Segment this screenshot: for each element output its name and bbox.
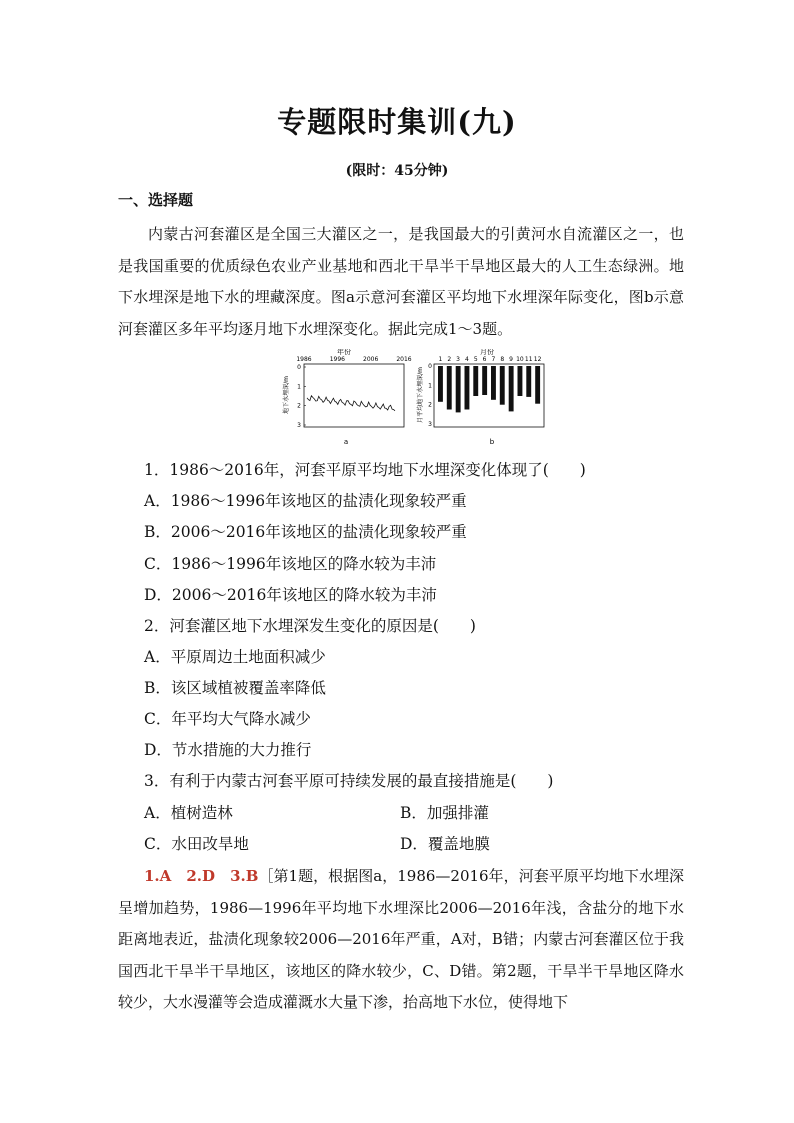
question-3-option-d: D．覆盖地膜	[400, 835, 490, 853]
answer-key: 1.A 2.D 3.B	[144, 867, 259, 885]
figure-b-bar	[438, 366, 443, 402]
question-2-option-a: A．平原周边土地面积减少	[144, 648, 326, 666]
figure-b-month-tick: 2	[447, 356, 452, 363]
figure-b-depth-tick: 0	[428, 363, 432, 370]
figure-b-bar	[526, 366, 531, 397]
figure-a-depth-tick: 2	[297, 402, 301, 410]
time-limit: (限时：45分钟)	[345, 163, 449, 179]
figure-b-month-tick: 7	[491, 356, 496, 363]
figure-a-year-tick: 2016	[396, 356, 412, 363]
figure-a-y-label: 地下水埋深/m	[283, 376, 290, 414]
section-heading: 一、选择题	[118, 191, 194, 209]
page-title: 专题限时集训(九)	[277, 105, 517, 139]
figure-b-bar	[473, 366, 478, 396]
question-1-option-b: B．2006～2016年该地区的盐渍化现象较严重	[144, 523, 467, 541]
figure-b-bar	[482, 366, 487, 395]
question-3-option-a: A．植树造林	[144, 804, 233, 822]
figure-b-month-tick: 8	[500, 356, 505, 363]
figure-b-month-tick: 3	[456, 356, 460, 363]
figure-b-bar	[447, 366, 452, 410]
figure-b-bar	[509, 366, 514, 411]
question-1-option-d: D．2006～2016年该地区的降水较为丰沛	[144, 586, 437, 604]
question-3-option-b: B．加强排灌	[400, 804, 489, 822]
figure-a-depth-tick: 3	[297, 422, 301, 429]
question-2-option-b: B．该区域植被覆盖率降低	[144, 679, 326, 697]
figure-b-depth-tick: 2	[428, 401, 432, 409]
figures	[282, 349, 552, 449]
figure-b-depth-tick: 3	[428, 421, 432, 428]
question-1-option-a: A．1986～1996年该地区的盐渍化现象较严重	[144, 492, 467, 510]
question-3-stem: 3．有利于内蒙古河套平原可持续发展的最直接措施是( )	[144, 772, 554, 790]
figure-b-month-tick: 1	[438, 356, 443, 363]
figure-a-year-tick: 2006	[363, 356, 379, 363]
question-2-stem: 2．河套灌区地下水埋深发生变化的原因是( )	[144, 617, 476, 635]
figure-b-bar	[500, 366, 505, 405]
question-3-option-c: C．水田改旱地	[144, 835, 249, 853]
answer-text: ［第1题，根据图a，1986—2016年，河套平原平均地下水埋深呈增加趋势，1986—1996年平均地下水埋深比2006—2016年浅，含盐分的地下水距离地表近，盐渍化现象较2006—2016年严重，A对，B错；内蒙古河套灌区位于我国西北干旱半干旱地区，该地区的降水较少，C、D错。第2题，干旱半干旱地区降水较少，大水漫灌等会造成灌溉水大量下渗，抬高地下水位，使得地下	[118, 867, 684, 1011]
figure-b-caption: b	[489, 438, 495, 446]
figure-b-bar	[518, 366, 523, 396]
figure-b-bar	[456, 366, 461, 412]
figure-b-month-tick: 5	[473, 356, 478, 363]
figure-b-month-tick: 9	[509, 356, 513, 363]
figure-b-y-label: 月平均地下水埋深/m	[417, 367, 424, 423]
figure-a	[282, 349, 412, 446]
question-2-option-d: D．节水措施的大力推行	[144, 741, 312, 759]
figure-b-month-tick: 12	[533, 356, 542, 363]
figure-a-top-label: 年份	[337, 349, 351, 356]
figure-a-year-tick: 1996	[329, 356, 345, 363]
figure-a-depth-tick: 1	[297, 383, 301, 391]
figure-b-month-tick: 10	[516, 356, 524, 363]
figure-b	[416, 349, 544, 446]
figure-b-bar	[465, 366, 470, 410]
figure-a-line	[307, 396, 395, 411]
figure-b-depth-tick: 1	[428, 382, 432, 390]
figure-a-depth-tick: 0	[297, 364, 301, 371]
figure-a-year-tick: 1986	[296, 356, 312, 363]
intro-paragraph: 内蒙古河套灌区是全国三大灌区之一，是我国最大的引黄河水自流灌区之一，也是我国重要的优质绿色农业产业基地和西北干旱半干旱地区最大的人工生态绿洲。地下水埋深是地下水的埋藏深度。图a示意河套灌区平均地下水埋深年际变化，图b示意河套灌区多年平均逐月地下水埋深变化。据此完成1～3题。	[118, 225, 684, 338]
figure-b-bar	[535, 366, 540, 404]
answer-explanation	[118, 861, 684, 1019]
question-1-stem: 1．1986～2016年，河套平原平均地下水埋深变化体现了( )	[144, 461, 586, 479]
figure-b-month-tick: 4	[465, 356, 469, 363]
figure-b-bar	[491, 366, 496, 400]
figure-a-frame	[304, 364, 404, 427]
figure-b-month-tick: 6	[482, 356, 487, 363]
question-1-option-c: C．1986～1996年该地区的降水较为丰沛	[144, 555, 437, 573]
figure-b-month-tick: 11	[524, 356, 533, 363]
question-2-option-c: C．年平均大气降水减少	[144, 710, 311, 728]
figure-b-top-label: 月份	[480, 349, 494, 356]
figure-a-caption: a	[343, 438, 349, 446]
